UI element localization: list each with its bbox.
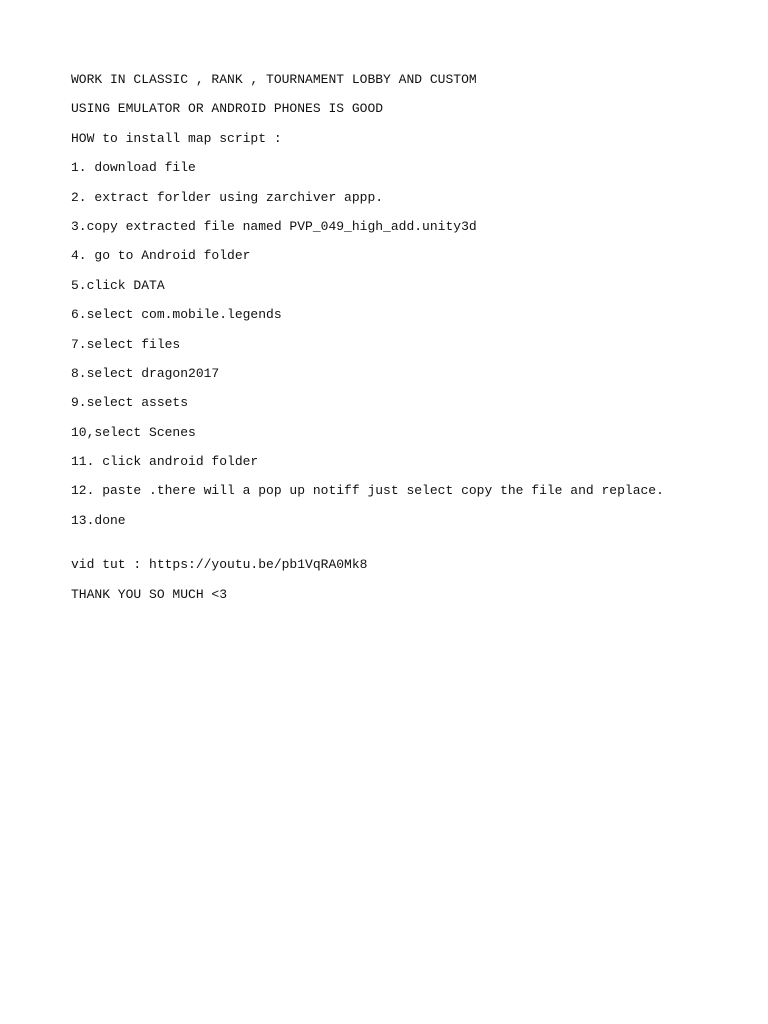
intro-line: HOW to install map script : [71,130,282,146]
step-line: 12. paste .there will a pop up notiff just select copy the file and replace. [71,483,664,499]
step-line: 3.copy extracted file named PVP_049_high_add.unity3d [71,218,477,234]
intro-line: WORK IN CLASSIC , RANK , TOURNAMENT LOBBY AND CUSTOM [71,72,477,87]
step-line: 9.select assets [71,395,189,411]
step-line: 7.select files [71,336,181,352]
blank-line [71,541,751,556]
step-line: 8.select dragon2017 [71,365,220,381]
closing-line: THANK YOU SO MUCH <3 [71,586,228,602]
step-line: 4. go to Android folder [71,248,251,264]
step-line: 2. extract forlder using zarchiver appp. [71,189,384,205]
step-line: 6.select com.mobile.legends [71,307,282,323]
video-tutorial-link-line[interactable]: vid tut : https://youtu.be/pb1VqRA0Mk8 [71,557,368,573]
intro-line: USING EMULATOR OR ANDROID PHONES IS GOOD [71,101,384,117]
step-line: 1. download file [71,160,196,176]
step-line: 11. click android folder [71,454,259,470]
step-line: 5.click DATA [71,277,165,293]
step-line: 13.done [71,512,126,528]
document-body [71,71,751,615]
step-line: 10,select Scenes [71,424,196,440]
